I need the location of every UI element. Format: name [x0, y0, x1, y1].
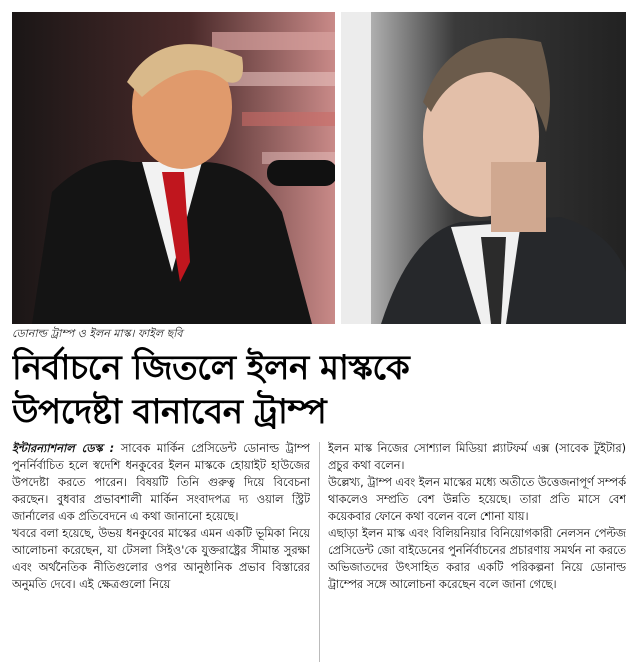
paragraph: খবরে বলা হয়েছে, উভয় ধনকুবের মাস্কের এমন একটি ভূমিকা নিয়ে আলোচনা করেছেন, যা টেসলা সিইও'কে যুক্তরাষ্ট্রের সীমান্ত সুরক্ষা এবং অর্থনৈতিক নীতিগুলোর ওপর আনুষ্ঠানিক প্রভাব বিস্তারের অনুমতি দেবে। এই ক্ষেত্রগুলো নিয়ে	[12, 527, 310, 591]
paragraph-text: সাবেক মার্কিন প্রেসিডেন্ট ডোনাল্ড ট্রাম্প পুনর্নির্বাচিত হলে স্বদেশি ধনকুবের ইলন মাস্ককে হোয়াইট হাউজের উপদেষ্টা করতে পারেন। বিষয়টি তিনি গুরুত্ব দিয়ে বিবেচনা করছেন। বুধবার প্রভাবশালী মার্কিন সংবাদপত্র দ্য ওয়াল স্ট্রিট জার্নালের এক প্রতিবেদনে এ কথা জানানো হয়েছে।	[12, 442, 310, 523]
headline	[12, 346, 626, 434]
article-column-left	[12, 440, 310, 664]
headline-line-2: উপদেষ্টা বানাবেন ট্রাম্প	[12, 392, 327, 432]
article-column-right	[328, 440, 626, 664]
column-divider	[319, 442, 320, 662]
paragraph: উল্লেখ্য, ট্রাম্প এবং ইলন মাস্কের মধ্যে অতীতে উত্তেজনাপূর্ণ সম্পর্ক থাকলেও সম্প্রতি বেশ উন্নতি হয়েছে। তারা প্রতি মাসে বেশ কয়েকবার ফোনে কথা বলেন বলে শোনা যায়।	[328, 476, 626, 523]
musk-photo	[341, 12, 626, 324]
paragraph: এছাড়া ইলন মাস্ক এবং বিলিয়নিয়ার বিনিয়োগকারী নেলসন পেল্টজ প্রেসিডেন্ট জো বাইডেনের পুনর্নির্বাচনের প্রচারণায় সমর্থন না করতে অভিজাতদের উৎসাহিত করার একটি পরিকল্পনা নিয়ে ডোনাল্ড ট্রাম্পের সঙ্গে আলোচনা করেছেন বলে জানা গেছে।	[328, 527, 626, 591]
paragraph: ইলন মাস্ক নিজের সোশ্যাল মিডিয়া প্ল্যাটফর্ম এক্স (সাবেক টুইটার) প্রচুর কথা বলেন।	[328, 442, 626, 472]
article-body	[12, 440, 626, 664]
photo-caption: ডোনাল্ড ট্রাম্প ও ইলন মাস্ক। ফাইল ছবি	[12, 327, 183, 340]
trump-photo	[12, 12, 335, 324]
photo-strip	[12, 12, 626, 324]
paragraph	[12, 440, 310, 525]
dateline: ইন্টারন্যাশনাল ডেস্ক :	[12, 442, 115, 455]
headline-line-1: নির্বাচনে জিতলে ইলন মাস্ককে	[12, 348, 410, 388]
